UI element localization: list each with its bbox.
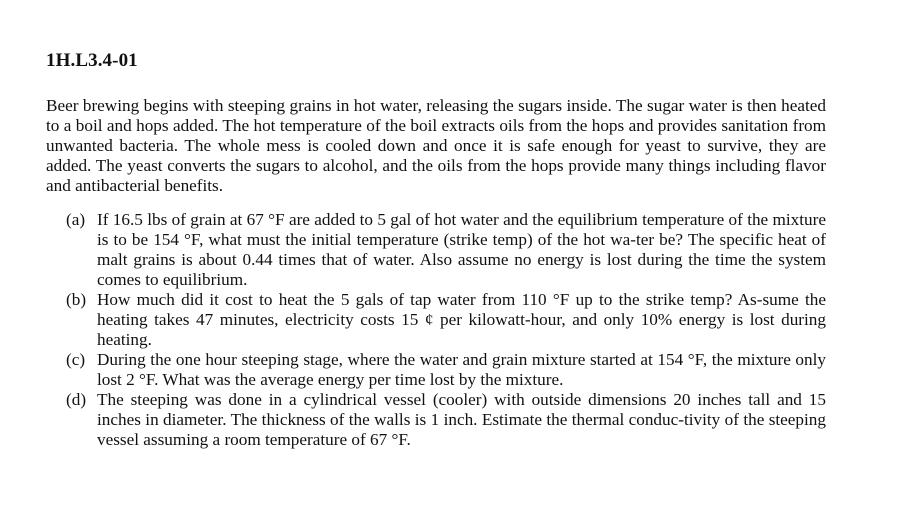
part-text: During the one hour steeping stage, where the water and grain mixture started at 154 °F, the mixture only lost 2 °F. What was the average energy per time lost by the mixture. [97, 350, 826, 389]
problem-parts-list [66, 210, 826, 450]
part-marker: (d) [66, 390, 87, 409]
part-text: How much did it cost to heat the 5 gals of tap water from 110 °F up to the strike temp? As-sume the heating takes 47 minutes, electricity costs 15 ¢ per kilowatt-hour, and only 10% energy is lost during heating. [97, 290, 826, 349]
part-marker: (b) [66, 290, 87, 309]
part-text: If 16.5 lbs of grain at 67 °F are added to 5 gal of hot water and the equilibrium temperature of the mixture is to be 154 °F, what must the initial temperature (strike temp) of the hot wa-ter be? The specific heat of malt grains is about 0.44 times that of water. Also assume no energy is lost during the time the system comes to equilibrium. [97, 210, 826, 289]
part-marker: (c) [66, 350, 86, 369]
problem-part-c [66, 350, 826, 390]
problem-id: 1H.L3.4-01 [46, 50, 138, 71]
problem-part-a [66, 210, 826, 290]
problem-part-d [66, 390, 826, 450]
problem-intro: Beer brewing begins with steeping grains in hot water, releasing the sugars inside. The sugar water is then heated to a boil and hops added. The hot temperature of the boil extracts oils from the hops and provides sanitation from unwanted bacteria. The whole mess is cooled down and once it is safe enough for yeast to survive, they are added. The yeast converts the sugars to alcohol, and the oils from the hops provide many things including flavor and antibacterial benefits. [46, 96, 826, 195]
problem-part-b [66, 290, 826, 350]
part-text: The steeping was done in a cylindrical vessel (cooler) with outside dimensions 20 inches tall and 15 inches in diameter. The thickness of the walls is 1 inch. Estimate the thermal conduc-tivity of the steeping vessel assuming a room temperature of 67 °F. [97, 390, 826, 449]
part-marker: (a) [66, 210, 86, 229]
